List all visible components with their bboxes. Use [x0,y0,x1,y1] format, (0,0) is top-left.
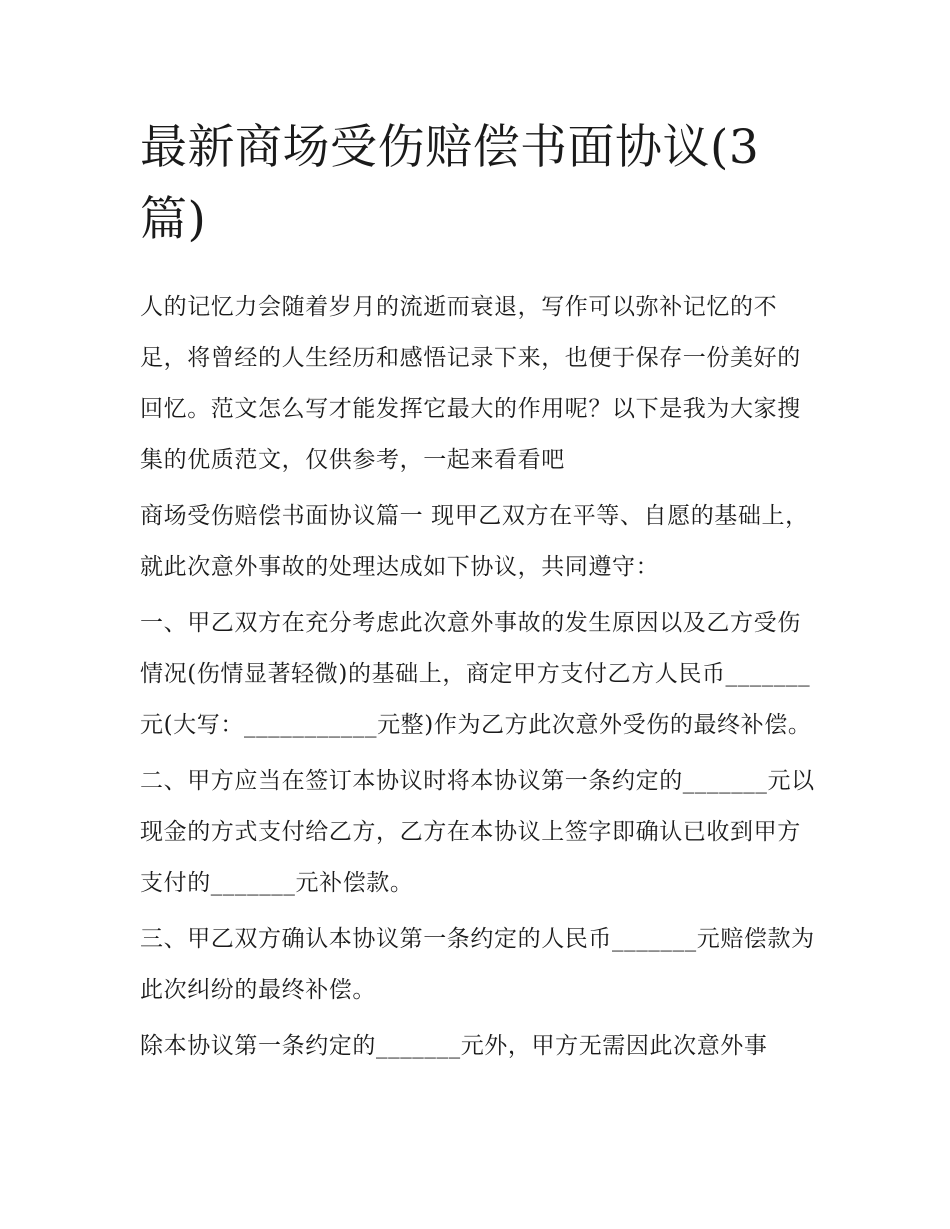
agreement-preamble: 商场受伤赔偿书面协议篇一 现甲乙双方在平等、自愿的基础上，就此次意外事故的处理达成如下协议，共同遵守： [140,503,809,580]
clause-three-continued: 除本协议第一条约定的_______元外，甲方无需因此次意外事 [140,1033,768,1059]
clause-one: 一、甲乙双方在充分考虑此次意外事故的发生原因以及乙方受伤情况(伤情显著轻微)的基础上，商定甲方支付乙方人民币_______元(大写：___________元整)作为乙方此次意外受伤的最终补偿。 [140,610,812,738]
document-page [140,112,815,1077]
clause-two: 二、甲方应当在签订本协议时将本协议第一条约定的_______元以现金的方式支付给乙方，乙方在本协议上签字即确认已收到甲方支付的_______元补偿款。 [140,768,815,896]
clause-three: 三、甲乙双方确认本协议第一条约定的人民币_______元赔偿款为此次纠纷的最终补偿。 [140,926,815,1003]
document-title: 最新商场受伤赔偿书面协议(3篇) [140,120,760,247]
intro-paragraph: 人的记忆力会随着岁月的流逝而衰退，写作可以弥补记忆的不足，将曾经的人生经历和感悟记录下来，也便于保存一份美好的回忆。范文怎么写才能发挥它最大的作用呢？以下是我为大家搜集的优质范文，仅供参考，一起来看看吧 [140,294,801,473]
